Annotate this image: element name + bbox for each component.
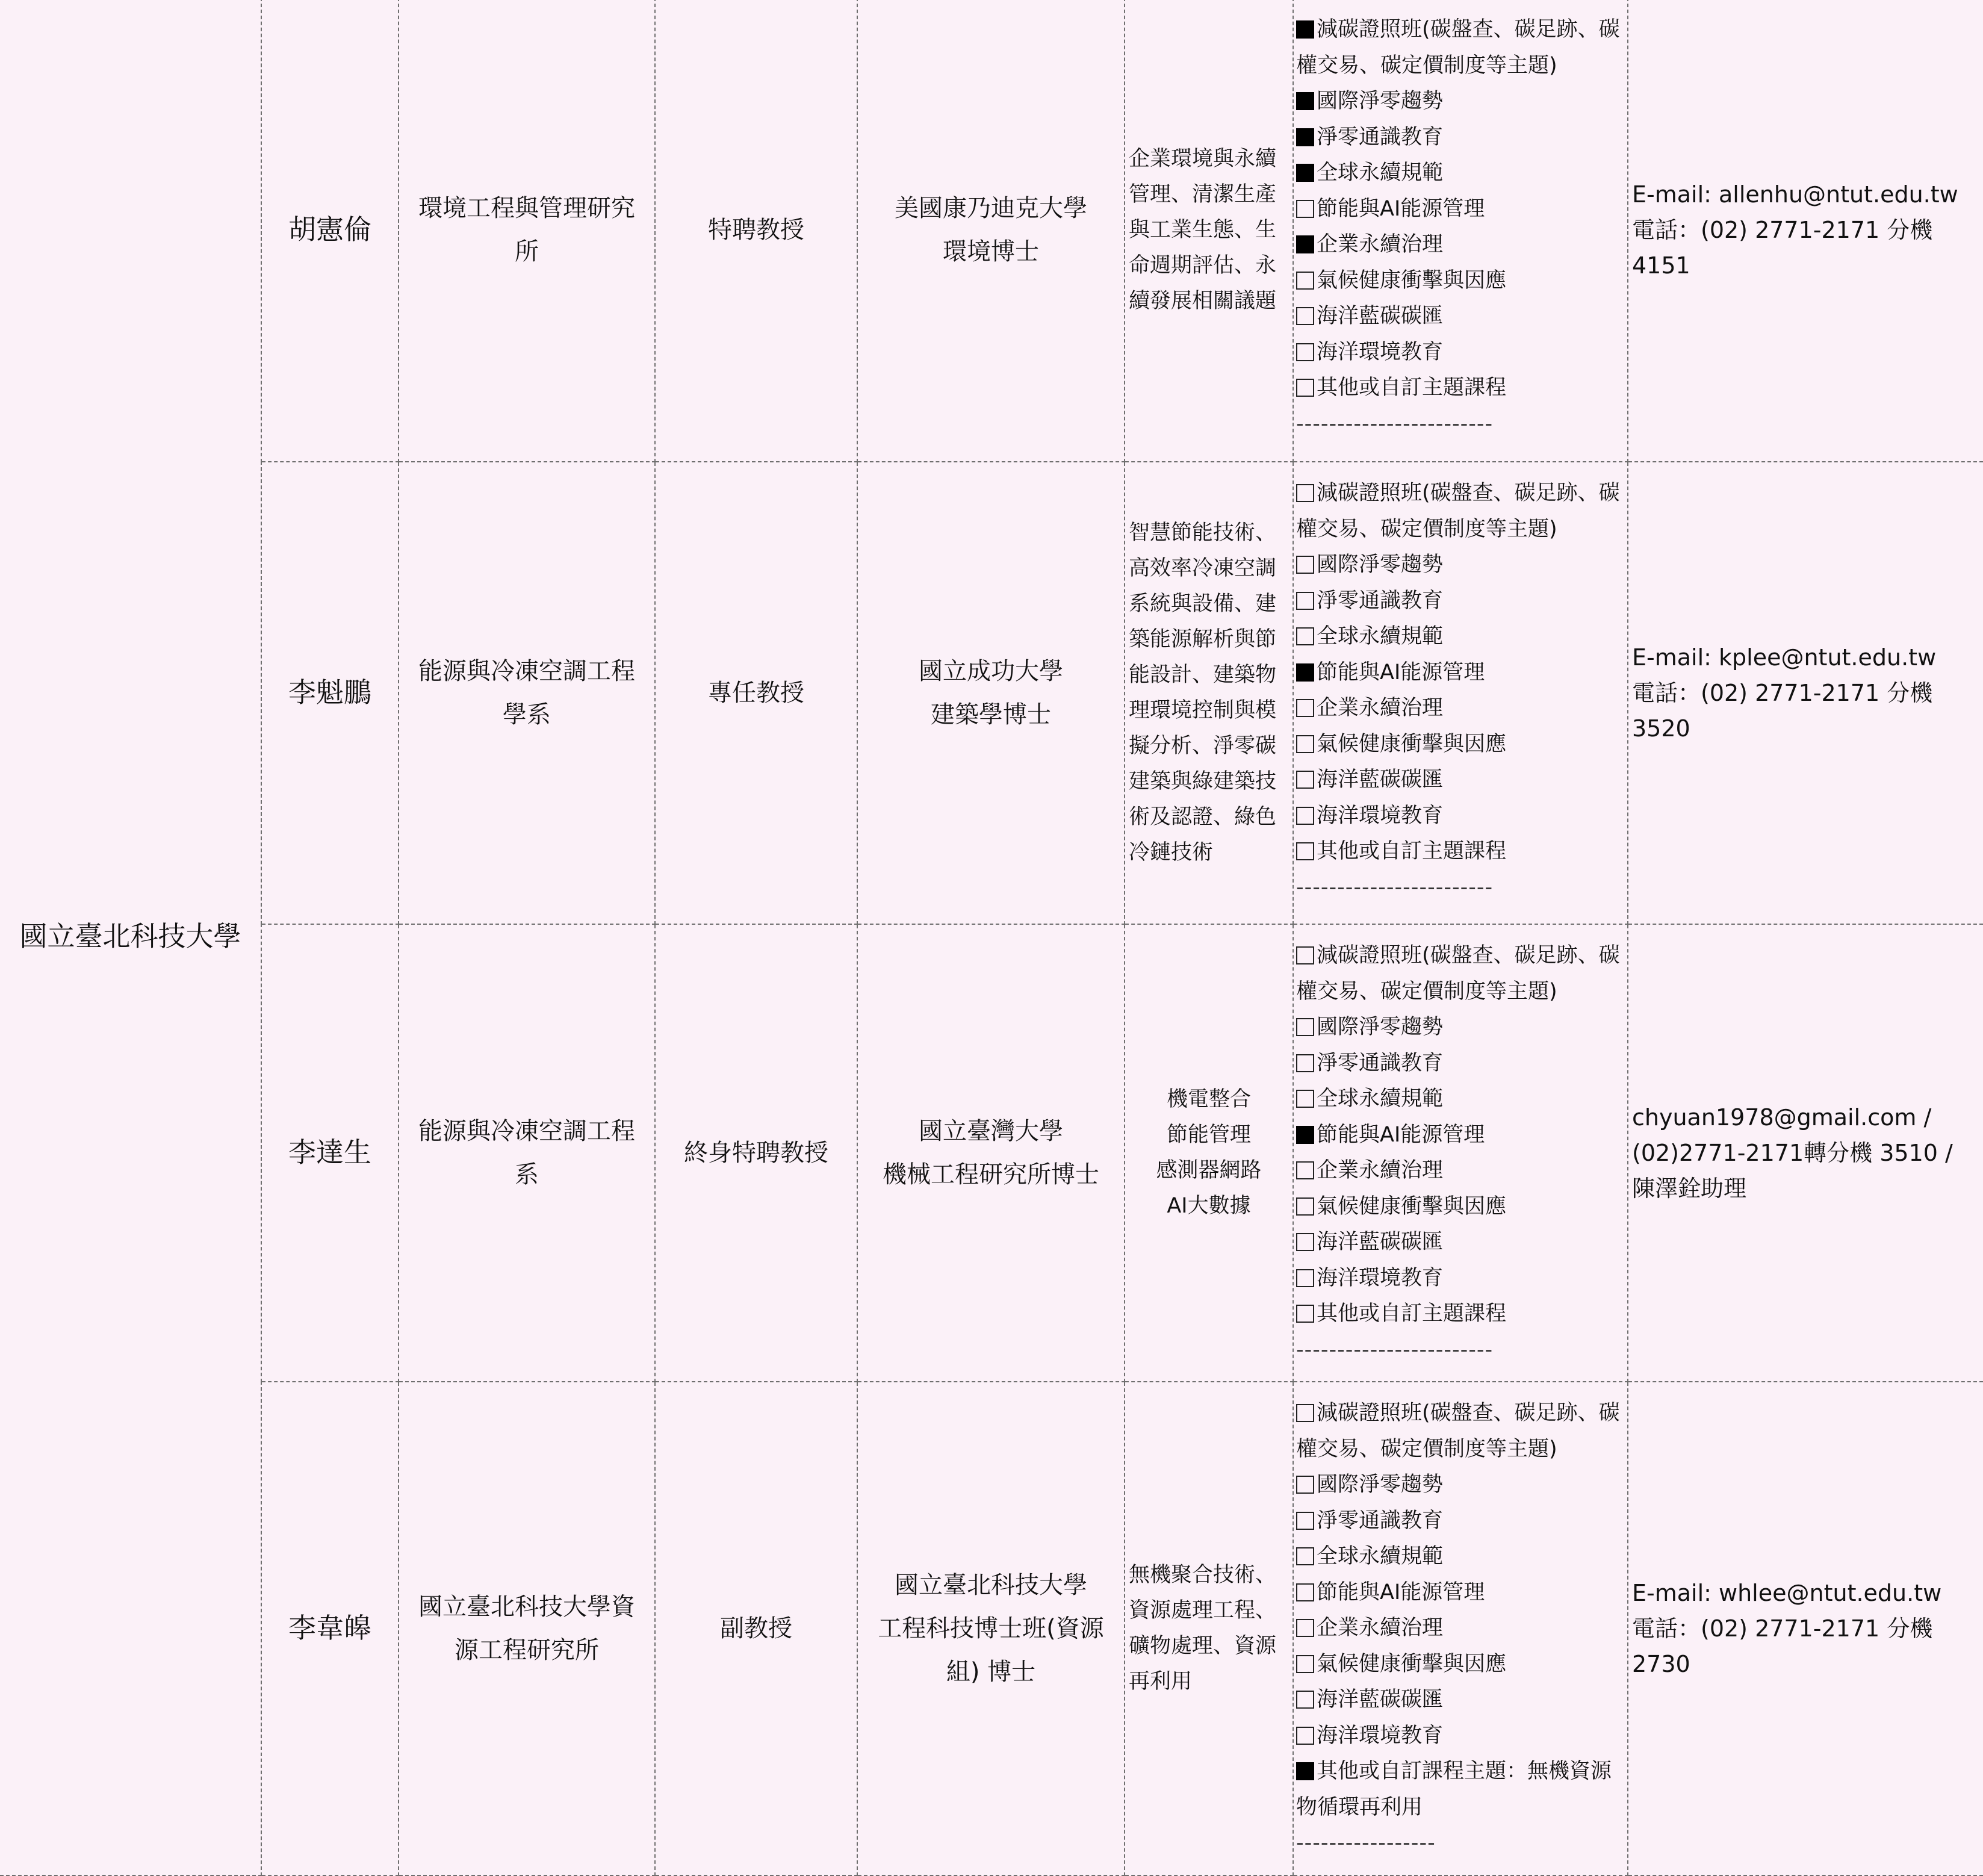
expertise-line: 資源處理工程、 — [1129, 1598, 1277, 1623]
topic-item — [1296, 1296, 1625, 1332]
expertise-line: 理環境控制與模 — [1129, 698, 1277, 722]
checked-box-icon — [1296, 1762, 1314, 1780]
topic-label: 其他或自訂主題課程 — [1317, 1302, 1507, 1326]
topic-item — [1296, 1261, 1625, 1297]
expertise-line: 築能源解析與節 — [1129, 627, 1277, 651]
topics-cell — [1293, 924, 1628, 1382]
topic-item — [1296, 619, 1625, 655]
topic-label: 淨零通識教育 — [1317, 1051, 1444, 1075]
topic-label: 國際淨零趨勢 — [1317, 1473, 1444, 1497]
topic-item — [1296, 938, 1625, 1010]
empty-box-icon — [1296, 807, 1314, 825]
title-cell — [655, 462, 857, 924]
expertise-cell — [1125, 0, 1293, 462]
table-row — [0, 1382, 1983, 1875]
empty-box-icon — [1296, 1305, 1314, 1323]
empty-box-icon — [1296, 556, 1314, 574]
department-line: 國立臺北科技大學資 — [418, 1593, 635, 1621]
topic-item — [1296, 1010, 1625, 1046]
contact-line: E-mail: kplee@ntut.edu.tw — [1632, 644, 1937, 671]
expertise-line: 系統與設備、建 — [1129, 592, 1277, 616]
department-line: 學系 — [503, 701, 551, 728]
topic-item — [1296, 227, 1625, 263]
topics-cell — [1293, 462, 1628, 924]
topic-item — [1296, 335, 1625, 371]
checked-box-icon — [1296, 128, 1314, 146]
name-cell — [261, 0, 399, 462]
topic-label: 減碳證照班(碳盤查、碳足跡、碳權交易、碳定價制度等主題) — [1296, 943, 1620, 1004]
instructor-title: 專任教授 — [708, 679, 804, 707]
empty-box-icon — [1296, 343, 1314, 361]
topic-label: 國際淨零趨勢 — [1317, 89, 1444, 113]
expertise-line: 無機聚合技術、 — [1129, 1563, 1277, 1587]
topic-item — [1296, 1539, 1625, 1575]
empty-box-icon — [1296, 1054, 1314, 1072]
topic-label: 氣候健康衝擊與因應 — [1317, 268, 1507, 293]
contact-line: 電話：(02) 2771-2171 分機 3520 — [1632, 679, 1933, 742]
topic-label: 其他或自訂主題課程 — [1317, 839, 1507, 863]
department-cell — [399, 0, 655, 462]
empty-box-icon — [1296, 1197, 1314, 1216]
topic-label: 減碳證照班(碳盤查、碳足跡、碳權交易、碳定價制度等主題) — [1296, 17, 1620, 78]
topic-item — [1296, 1754, 1625, 1825]
topic-item — [1296, 1046, 1625, 1082]
degree-line: 國立臺北科技大學 — [895, 1571, 1087, 1599]
table-row — [0, 0, 1983, 462]
expertise-line: 再利用 — [1129, 1669, 1193, 1694]
contact-line: E-mail: allenhu@ntut.edu.tw — [1632, 181, 1958, 208]
topic-label: 氣候健康衝擊與因應 — [1317, 1194, 1507, 1219]
topic-item — [1296, 1117, 1625, 1154]
topic-label: 其他或自訂課程主題：無機資源物循環再利用 — [1296, 1759, 1612, 1819]
contact-cell — [1628, 1382, 1983, 1875]
topic-item — [1296, 1503, 1625, 1539]
empty-box-icon — [1296, 1404, 1314, 1422]
topics-cell — [1293, 0, 1628, 462]
degree-line: 環境博士 — [943, 238, 1039, 266]
topic-item — [1296, 583, 1625, 620]
topics-divider: ------------------------ — [1296, 875, 1494, 899]
instructor-title: 終身特聘教授 — [684, 1139, 828, 1167]
empty-box-icon — [1296, 1161, 1314, 1179]
expertise-line: 續發展相關議題 — [1129, 288, 1277, 313]
topic-label: 海洋藍碳碳匯 — [1317, 1688, 1444, 1712]
degree-cell — [857, 462, 1125, 924]
topic-checklist — [1296, 0, 1625, 442]
expertise-cell — [1125, 462, 1293, 924]
expertise-line: 節能管理 — [1166, 1123, 1251, 1147]
empty-box-icon — [1296, 842, 1314, 860]
instructor-name: 胡憲倫 — [288, 213, 371, 246]
degree-cell — [857, 1382, 1125, 1875]
topic-label: 其他或自訂主題課程 — [1317, 376, 1507, 400]
topic-label: 海洋藍碳碳匯 — [1317, 1230, 1444, 1254]
contact-line: 電話：(02) 2771-2171 分機 2730 — [1632, 1615, 1933, 1677]
degree-cell — [857, 924, 1125, 1382]
contact-line: E-mail: whlee@ntut.edu.tw — [1632, 1579, 1942, 1606]
topic-label: 企業永續治理 — [1317, 1158, 1444, 1182]
empty-box-icon — [1296, 272, 1314, 290]
topic-label: 減碳證照班(碳盤查、碳足跡、碳權交易、碳定價制度等主題) — [1296, 481, 1620, 541]
department-line: 所 — [515, 238, 539, 266]
degree-line: 機械工程研究所博士 — [883, 1161, 1099, 1188]
topic-item — [1296, 1396, 1625, 1467]
empty-box-icon — [1296, 1018, 1314, 1036]
empty-box-icon — [1296, 484, 1314, 502]
expertise-cell — [1125, 924, 1293, 1382]
topic-label: 節能與AI能源管理 — [1317, 1122, 1485, 1147]
expertise-line: 冷鏈技術 — [1129, 840, 1214, 865]
topic-label: 海洋藍碳碳匯 — [1317, 768, 1444, 792]
expertise-line: 能設計、建築物 — [1129, 663, 1277, 687]
topic-label: 海洋環境教育 — [1317, 1723, 1444, 1748]
topic-label: 全球永續規範 — [1317, 1544, 1444, 1568]
contact-line: chyuan1978@gmail.com / — [1632, 1104, 1932, 1131]
degree-line: 組) 博士 — [946, 1658, 1036, 1686]
degree-line: 建築學博士 — [931, 701, 1051, 728]
topic-label: 全球永續規範 — [1317, 161, 1444, 185]
topic-label: 海洋環境教育 — [1317, 803, 1444, 828]
empty-box-icon — [1296, 1269, 1314, 1287]
topic-item — [1296, 1682, 1625, 1718]
topic-item — [1296, 762, 1625, 798]
topic-item — [1296, 547, 1625, 583]
expertise-line: 術及認證、綠色 — [1129, 805, 1277, 829]
university-cell — [0, 0, 261, 1875]
topic-label: 海洋環境教育 — [1317, 1266, 1444, 1290]
university-name: 國立臺北科技大學 — [19, 920, 241, 953]
contact-line: (02)2771-2171轉分機 3510 / — [1632, 1139, 1953, 1166]
instructor-title: 特聘教授 — [708, 216, 804, 244]
topics-cell — [1293, 1382, 1628, 1875]
topics-divider: ----------------- — [1296, 1831, 1436, 1855]
topic-label: 節能與AI能源管理 — [1317, 196, 1485, 221]
title-cell — [655, 1382, 857, 1875]
expertise-line: 感測器網路 — [1156, 1158, 1262, 1182]
department-line: 能源與冷凍空調工程 — [418, 1117, 635, 1145]
topic-item — [1296, 1225, 1625, 1261]
empty-box-icon — [1296, 627, 1314, 645]
expertise-line: 擬分析、淨零碳 — [1129, 734, 1277, 758]
topic-label: 淨零通識教育 — [1317, 125, 1444, 149]
department-cell — [399, 924, 655, 1382]
expertise-line: 企業環境與永續 — [1129, 146, 1277, 171]
checked-box-icon — [1296, 164, 1314, 182]
empty-box-icon — [1296, 946, 1314, 964]
expertise-cell — [1125, 1382, 1293, 1875]
topic-label: 節能與AI能源管理 — [1317, 1580, 1485, 1604]
topic-item — [1296, 1575, 1625, 1611]
topic-item — [1296, 727, 1625, 763]
topic-item — [1296, 834, 1625, 870]
checked-box-icon — [1296, 663, 1314, 682]
topic-item — [1296, 1647, 1625, 1683]
topic-label: 國際淨零趨勢 — [1317, 553, 1444, 577]
topic-item — [1296, 1467, 1625, 1503]
empty-box-icon — [1296, 1512, 1314, 1530]
topic-label: 海洋環境教育 — [1317, 340, 1444, 364]
topic-item — [1296, 1610, 1625, 1647]
topic-label: 國際淨零趨勢 — [1317, 1015, 1444, 1039]
checked-box-icon — [1296, 20, 1314, 39]
empty-box-icon — [1296, 1727, 1314, 1745]
empty-box-icon — [1296, 1583, 1314, 1601]
topic-checklist — [1296, 462, 1625, 905]
empty-box-icon — [1296, 699, 1314, 717]
topic-label: 企業永續治理 — [1317, 1616, 1444, 1640]
topic-label: 節能與AI能源管理 — [1317, 660, 1485, 685]
topic-label: 海洋藍碳碳匯 — [1317, 304, 1444, 328]
topic-item — [1296, 155, 1625, 191]
instructor-title: 副教授 — [720, 1615, 792, 1642]
topic-item — [1296, 655, 1625, 691]
topic-item — [1296, 476, 1625, 547]
topic-item — [1296, 1718, 1625, 1754]
instructor-name: 李魁鵬 — [288, 676, 371, 709]
topic-item — [1296, 263, 1625, 299]
topic-label: 減碳證照班(碳盤查、碳足跡、碳權交易、碳定價制度等主題) — [1296, 1401, 1620, 1461]
department-line: 系 — [515, 1161, 539, 1188]
expertise-line: 高效率冷凍空調 — [1129, 556, 1277, 580]
topic-item — [1296, 798, 1625, 834]
empty-box-icon — [1296, 1691, 1314, 1709]
empty-box-icon — [1296, 200, 1314, 218]
expertise-line: 智慧節能技術、 — [1129, 521, 1277, 545]
name-cell — [261, 924, 399, 1382]
topic-checklist — [1296, 925, 1625, 1368]
department-cell — [399, 1382, 655, 1875]
topics-divider: ------------------------ — [1296, 411, 1494, 436]
topic-label: 淨零通識教育 — [1317, 1508, 1444, 1533]
empty-box-icon — [1296, 379, 1314, 397]
topic-item — [1296, 12, 1625, 84]
empty-box-icon — [1296, 1476, 1314, 1494]
contact-line: 陳澤銓助理 — [1632, 1175, 1747, 1202]
empty-box-icon — [1296, 771, 1314, 789]
empty-box-icon — [1296, 1547, 1314, 1565]
topic-item — [1296, 1081, 1625, 1117]
topic-item — [1296, 1189, 1625, 1225]
contact-line: 電話：(02) 2771-2171 分機 4151 — [1632, 216, 1933, 279]
topic-checklist — [1296, 1382, 1625, 1862]
empty-box-icon — [1296, 1090, 1314, 1108]
checked-box-icon — [1296, 235, 1314, 253]
degree-cell — [857, 0, 1125, 462]
table-row — [0, 924, 1983, 1382]
contact-cell — [1628, 462, 1983, 924]
topic-item — [1296, 191, 1625, 228]
expertise-line: 命週期評估、永 — [1129, 253, 1277, 278]
expertise-line: 建築與綠建築技 — [1129, 769, 1277, 794]
department-cell — [399, 462, 655, 924]
department-line: 源工程研究所 — [455, 1636, 599, 1664]
topic-item — [1296, 691, 1625, 727]
expertise-line: 機電整合 — [1166, 1087, 1251, 1111]
instructor-name: 李達生 — [288, 1136, 371, 1169]
contact-cell — [1628, 924, 1983, 1382]
topic-item — [1296, 84, 1625, 120]
contact-cell — [1628, 0, 1983, 462]
topic-item — [1296, 1153, 1625, 1189]
topic-item — [1296, 370, 1625, 406]
instructor-name: 李韋皞 — [288, 1612, 371, 1645]
checked-box-icon — [1296, 1126, 1314, 1144]
degree-line: 國立臺灣大學 — [919, 1117, 1063, 1145]
degree-line: 工程科技博士班(資源 — [878, 1615, 1104, 1642]
department-line: 能源與冷凍空調工程 — [418, 657, 635, 685]
checked-box-icon — [1296, 92, 1314, 110]
expertise-line: 管理、清潔生產 — [1129, 182, 1277, 207]
department-line: 環境工程與管理研究 — [418, 194, 635, 222]
empty-box-icon — [1296, 1655, 1314, 1673]
table-row — [0, 462, 1983, 924]
empty-box-icon — [1296, 735, 1314, 753]
degree-line: 國立成功大學 — [919, 657, 1063, 685]
name-cell — [261, 1382, 399, 1875]
topic-label: 全球永續規範 — [1317, 1087, 1444, 1111]
topic-item — [1296, 299, 1625, 335]
empty-box-icon — [1296, 307, 1314, 325]
topic-label: 氣候健康衝擊與因應 — [1317, 731, 1507, 756]
expertise-line: 礦物處理、資源 — [1129, 1634, 1277, 1658]
topic-label: 企業永續治理 — [1317, 232, 1444, 256]
title-cell — [655, 0, 857, 462]
name-cell — [261, 462, 399, 924]
topic-label: 全球永續規範 — [1317, 624, 1444, 648]
topic-label: 淨零通識教育 — [1317, 588, 1444, 613]
expertise-line: AI大數據 — [1167, 1194, 1251, 1218]
topic-label: 氣候健康衝擊與因應 — [1317, 1651, 1507, 1676]
empty-box-icon — [1296, 1619, 1314, 1637]
empty-box-icon — [1296, 1233, 1314, 1251]
empty-box-icon — [1296, 592, 1314, 610]
degree-line: 美國康乃迪克大學 — [895, 194, 1087, 222]
title-cell — [655, 924, 857, 1382]
topic-item — [1296, 120, 1625, 156]
expertise-line: 與工業生態、生 — [1129, 217, 1277, 242]
topics-divider: ------------------------ — [1296, 1337, 1494, 1362]
topic-label: 企業永續治理 — [1317, 696, 1444, 720]
